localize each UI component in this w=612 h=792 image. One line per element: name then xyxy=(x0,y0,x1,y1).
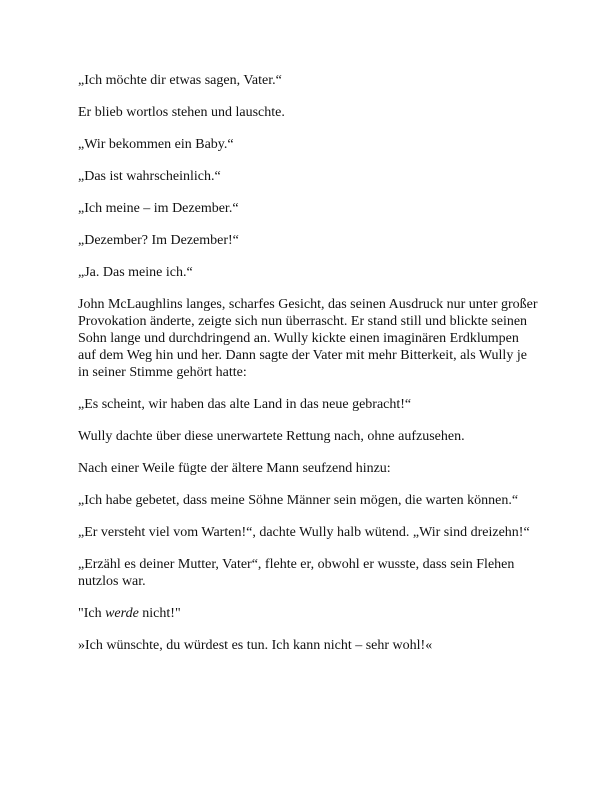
document-page xyxy=(78,72,538,669)
paragraph: „Ich möchte dir etwas sagen, Vater.“ xyxy=(78,73,282,88)
paragraph: „Wir bekommen ein Baby.“ xyxy=(78,137,234,152)
paragraph: „Erzähl es deiner Mutter, Vater“, flehte er, obwohl er wusste, dass sein Flehen nutzlos war. xyxy=(78,557,515,589)
paragraph: Nach einer Weile fügte der ältere Mann seufzend hinzu: xyxy=(78,461,391,476)
paragraph: „Ich meine – im Dezember.“ xyxy=(78,201,239,216)
paragraph-emphasis xyxy=(78,605,538,622)
paragraph: Er blieb wortlos stehen und lauschte. xyxy=(78,105,285,120)
paragraph: „Das ist wahrscheinlich.“ xyxy=(78,169,221,184)
emphasized-word: werde xyxy=(105,606,139,621)
paragraph: John McLaughlins langes, scharfes Gesicht, das seinen Ausdruck nur unter großer Provokation änderte, zeigte sich nun überrascht. Er stand still und blickte seinen Sohn lange und durchdringend an. Wully kickte einen imaginären Erdklumpen auf dem Weg hin und her. Dann sagte der Vater mit mehr Bitterkeit, als Wully je in seiner Stimme gehört hatte: xyxy=(78,297,538,380)
text-run: "Ich xyxy=(78,606,106,621)
text-run: nicht!" xyxy=(138,606,181,621)
paragraph: „Ich habe gebetet, dass meine Söhne Männer sein mögen, die warten können.“ xyxy=(78,493,519,508)
paragraph: „Ja. Das meine ich.“ xyxy=(78,265,193,280)
paragraph: »Ich wünschte, du würdest es tun. Ich kann nicht – sehr wohl!« xyxy=(78,638,433,653)
paragraph: „Dezember? Im Dezember!“ xyxy=(78,233,239,248)
paragraph: „Es scheint, wir haben das alte Land in das neue gebracht!“ xyxy=(78,397,412,412)
paragraph: „Er versteht viel vom Warten!“, dachte Wully halb wütend. „Wir sind dreizehn!“ xyxy=(78,525,530,540)
paragraph: Wully dachte über diese unerwartete Rettung nach, ohne aufzusehen. xyxy=(78,429,465,444)
